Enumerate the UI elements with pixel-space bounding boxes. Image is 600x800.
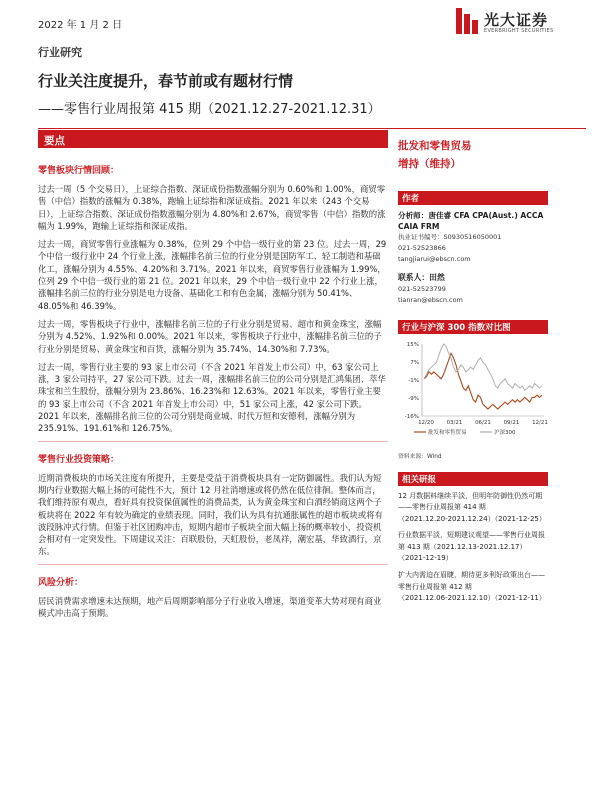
risk-paragraph: 居民消费需求增速未达预期，地产后周期影响部分子行业收入增速，渠道变革大势对现有商业模式冲击高于预期。	[38, 595, 382, 619]
analyst-info	[398, 211, 548, 265]
strategy-paragraph: 近期消费板块的市场关注度有所提升，主要是受益于消费板块具有一定防御属性。我们认为短期内行业数据大幅上扬的可能性不大，预计 12 月社消增速或将仍然在低位徘徊。整体而言，我们维持原有观点，看好具有投资保值属性的消费品类，认为黄金珠宝和白酒经销商这两个子板块将在 2022 年有较为确定的业绩表现。同时，我们认为具有抗通胀属性的超市板块或将有波段脉冲式行情。但鉴于社区团购冲击，短期内超市子板块全面大幅上扬的概率较小，投资机会相对有一定突发性。下周建议关注：百联股份，天虹股份，老凤祥，潮宏基，华致酒行，京东。	[38, 472, 383, 557]
market-review-paragraph-2: 过去一周，商贸零售行业涨幅为 0.38%，位列 29 个中信一级行业的第 23 位。过去一周，29 个中信一级行业中 24 个行业上涨，涨幅排名前三位的行业分别是国防军工、轻工制造和基础化工，涨幅分别为 4.55%、4.20%和 3.71%。2021 年以来，商贸零售行业涨幅为 1.99%，位列 29 个中信一级行业的第 21 位。2021 年以来，29 个中信一级行业中 22 个行业上涨，涨幅排名前三位的行业分别是电力设备、基础化工和有色金属，涨幅分别为 50.41%、48.05%和 46.39%。	[38, 239, 387, 311]
key-points-header: 要点	[38, 130, 388, 148]
chart-source: 资料来源：Wind	[398, 453, 442, 460]
y-tick-label: 7%	[410, 359, 419, 366]
legend-label: 沪深300	[494, 429, 516, 436]
sector-name: 批发和零售贸易	[398, 140, 472, 152]
analyst-email[interactable]: tangjiarui@ebscn.com	[398, 255, 471, 263]
x-tick-label: 06/21	[475, 419, 491, 426]
section-market-review-title: 零售板块行情回顾：	[38, 166, 120, 176]
section-divider	[38, 441, 388, 442]
related-report-title: 行业数据平淡，短期建议观望——零售行业周报第 413 期（2021.12.13-2021.12.17）	[398, 531, 545, 551]
logo-english: EVERBRIGHT SECURITIES	[484, 28, 554, 34]
related-report-item[interactable]	[398, 491, 548, 526]
x-tick-label: 12/20	[418, 419, 434, 426]
related-report-dates: （2021-12-19）	[398, 554, 453, 563]
chart-header: 行业与沪深 300 指数对比图	[398, 320, 548, 334]
logo-mark-icon	[456, 8, 478, 34]
series-line-csi300	[424, 344, 542, 391]
section-risk-title: 风险分析：	[38, 577, 84, 588]
section-divider	[38, 564, 388, 565]
related-report-title: 12 月数据料继续平淡，但明年防御性仍然可期——零售行业周报第 414 期	[398, 491, 543, 512]
rating: 增持（维持）	[398, 158, 461, 170]
market-review-paragraph-4: 过去一周，零售行业主要的 93 家上市公司（不含 2021 年首发上市公司）中，63 家公司上涨，3 家公司持平，27 家公司下跌。过去一周，涨幅排名前三位的公司分别是汇鸿集团、萃华珠宝和兰生股份，涨幅分别为 23.86%、16.23%和 12.63%。2021 年以来，零售行业主要的 93 家上市公司（不含 2021 年首发上市公司）中，51 家公司上涨，42 家公司下跌。2021 年以来，涨幅排名前三位的公司分别是商业城、时代万恒和安德利，涨幅分别为 235.91%、191.61%和 126.75%。	[38, 361, 386, 434]
section-strategy-title: 零售行业投资策略：	[38, 454, 120, 465]
report-category: 行业研究	[38, 46, 82, 59]
legend-label: 批发和零售贸易	[428, 429, 467, 436]
x-tick-label: 12/21	[532, 419, 548, 426]
contact-info	[398, 273, 548, 306]
market-review-paragraph-1: 过去一周（5 个交易日），上证综合指数、深证成份指数涨幅分别为 0.60%和 1.00%，商贸零售（中信）指数的涨幅为 0.38%，跑输上证综指和深证成指。2021 年以来（243 个交易日），上证综合指数、深证成份指数涨幅分别为 4.80%和 2.67%，商贸零售（中信）指数的涨幅为 1.99%，跑输上证综指和深证成指。	[38, 184, 386, 231]
market-review-paragraph-3: 过去一周，零售板块子行业中，涨幅排名前三位的子行业分别是贸易、超市和黄金珠宝，涨幅分别为 4.52%、1.92%和 0.00%。2021 年以来，零售板块子行业中，涨幅排名前三位的子行业分别是贸易、黄金珠宝和百货，涨幅分别为 35.74%、14.30%和 7.73%。	[38, 318, 382, 354]
y-tick-label: -9%	[408, 395, 419, 402]
related-reports-header: 相关研报	[398, 472, 548, 486]
logo-name: 光大证券	[484, 11, 549, 29]
related-report-item[interactable]	[398, 570, 548, 605]
contact-email[interactable]: tianran@ebscn.com	[398, 295, 463, 304]
report-date: 2022 年 1 月 2 日	[38, 20, 123, 31]
related-report-dates: （2021.12.20-2021.12.24）（2021-12-25）	[398, 514, 546, 523]
y-tick-label: -1%	[408, 377, 419, 384]
contact-phone: 021-52523799	[398, 284, 446, 293]
main-column	[38, 130, 388, 619]
author-header: 作者	[398, 191, 548, 205]
analyst-phone: 021-52523866	[398, 244, 446, 252]
title-divider	[38, 128, 586, 129]
related-report-title: 扩大内需迫在眉睫，期待更多利好政策出台——零售行业周报第 412 期	[398, 571, 545, 591]
side-column	[398, 130, 548, 605]
index-comparison-chart	[398, 338, 548, 450]
company-logo	[456, 8, 586, 38]
related-reports-list	[398, 491, 548, 605]
report-subtitle: ——零售行业周报第 415 期（2021.12.27-2021.12.31）	[38, 102, 381, 117]
y-tick-label: 15%	[406, 341, 419, 348]
analyst-name: 分析师：唐佳睿 CFA CPA(Aust.) ACCA	[398, 211, 544, 220]
analyst-license: 执业证书编号：S0930516050001	[398, 233, 502, 241]
y-tick-label: -16%	[404, 413, 419, 420]
analyst-cert-titles: CAIA FRM	[398, 221, 440, 231]
report-title: 行业关注度提升，春节前或有题材行情	[38, 72, 294, 90]
contact-name: 联系人：田然	[398, 273, 445, 282]
related-report-item[interactable]	[398, 530, 548, 565]
x-tick-label: 03/21	[446, 419, 463, 426]
related-report-dates: （2021.12.06-2021.12.10）（2021-12-11）	[398, 594, 546, 603]
x-tick-label: 09/21	[503, 419, 520, 426]
